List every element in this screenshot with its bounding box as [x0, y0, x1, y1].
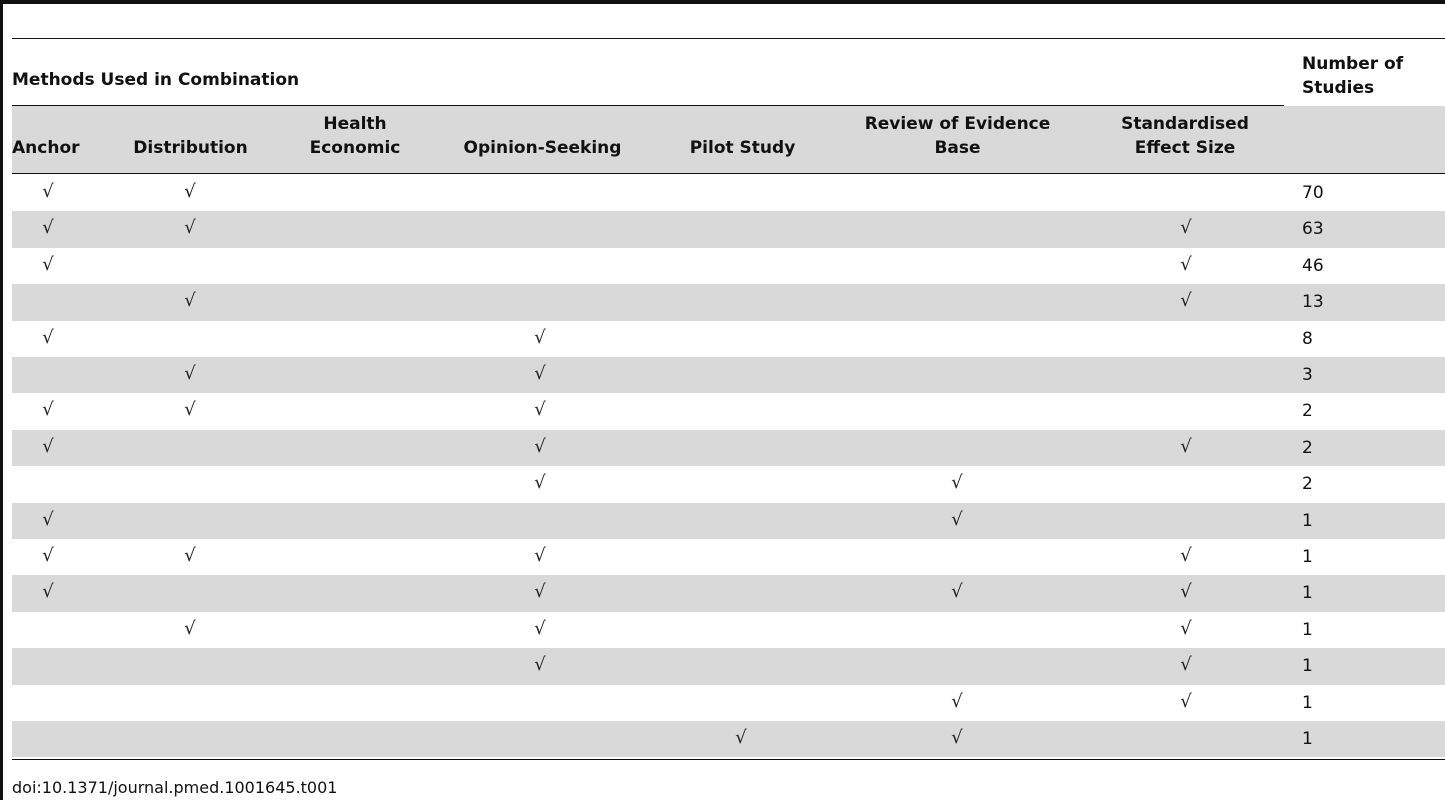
check-mark-standardised-effect-size: √: [1180, 290, 1192, 312]
study-count: 1: [1302, 729, 1313, 749]
check-mark-distribution: √: [184, 217, 196, 239]
study-count: 2: [1302, 474, 1313, 495]
study-count: 63: [1302, 219, 1324, 240]
check-mark-anchor: √: [42, 253, 54, 275]
table-row: [12, 393, 1445, 429]
check-mark-anchor: √: [42, 181, 54, 202]
column-header-anchor: Anchor: [12, 138, 80, 158]
column-header-health-economic: Health Economic: [309, 114, 401, 158]
table-row: [12, 175, 1445, 211]
check-mark-standardised-effect-size: √: [1180, 581, 1192, 603]
study-count: 2: [1302, 401, 1313, 422]
check-mark-anchor: √: [42, 545, 54, 566]
check-mark-review-of-evidence-base: √: [951, 581, 963, 603]
header-top-rule: [12, 38, 1445, 39]
study-count: 13: [1302, 292, 1324, 313]
column-header-opinion-seeking: Opinion-Seeking: [463, 138, 622, 158]
check-mark-standardised-effect-size: √: [1180, 545, 1192, 566]
check-mark-opinion-seeking: √: [534, 581, 546, 603]
table-row: [12, 539, 1445, 575]
study-count: 1: [1302, 510, 1313, 531]
check-mark-anchor: √: [42, 326, 54, 348]
check-mark-anchor: √: [42, 217, 54, 239]
table-row: [12, 284, 1445, 320]
table-row: [12, 321, 1445, 357]
check-mark-opinion-seeking: √: [534, 472, 546, 494]
check-mark-distribution: √: [184, 363, 196, 384]
study-count: 8: [1302, 328, 1313, 349]
doi-footer: doi:10.1371/journal.pmed.1001645.t001: [12, 778, 338, 797]
column-header-distribution: Distribution: [133, 138, 248, 158]
column-header-review-of-evidence-base: Review of Evidence Base: [864, 114, 1051, 158]
check-mark-opinion-seeking: √: [534, 435, 546, 457]
check-mark-review-of-evidence-base: √: [951, 727, 963, 748]
check-mark-distribution: √: [184, 399, 196, 421]
table-row: [12, 575, 1445, 611]
column-header-pilot-study: Pilot Study: [689, 138, 796, 158]
check-mark-opinion-seeking: √: [534, 545, 546, 566]
check-mark-distribution: √: [184, 290, 196, 312]
check-mark-standardised-effect-size: √: [1180, 253, 1192, 275]
check-mark-standardised-effect-size: √: [1180, 617, 1192, 639]
table-row: [12, 211, 1445, 247]
study-count: 3: [1302, 365, 1313, 385]
study-count: 70: [1302, 183, 1324, 203]
table-row: [12, 648, 1445, 684]
left-border: [0, 0, 3, 800]
check-mark-opinion-seeking: √: [534, 654, 546, 676]
check-mark-pilot-study: √: [735, 727, 747, 748]
check-mark-anchor: √: [42, 581, 54, 603]
check-mark-opinion-seeking: √: [534, 326, 546, 348]
column-header-standardised-effect-size: Standardised Effect Size: [1121, 114, 1249, 158]
check-mark-standardised-effect-size: √: [1180, 654, 1192, 676]
check-mark-opinion-seeking: √: [534, 363, 546, 384]
table-row: [12, 685, 1445, 721]
check-mark-opinion-seeking: √: [534, 399, 546, 421]
header-bottom-rule: [12, 173, 1445, 174]
table-row: [12, 503, 1445, 539]
check-mark-review-of-evidence-base: √: [951, 472, 963, 494]
check-mark-standardised-effect-size: √: [1180, 690, 1192, 712]
table-row: [12, 721, 1445, 757]
group-header: Methods Used in Combination: [12, 70, 300, 90]
table-row: [12, 248, 1445, 284]
study-count: 2: [1302, 437, 1313, 458]
check-mark-anchor: √: [42, 435, 54, 457]
table-row: [12, 430, 1445, 466]
check-mark-opinion-seeking: √: [534, 617, 546, 639]
check-mark-anchor: √: [42, 399, 54, 421]
table-row: [12, 612, 1445, 648]
table-row: [12, 466, 1445, 502]
check-mark-review-of-evidence-base: √: [951, 508, 963, 530]
study-count: 1: [1302, 656, 1313, 677]
check-mark-standardised-effect-size: √: [1180, 435, 1192, 457]
study-count: 1: [1302, 583, 1313, 604]
top-border: [0, 0, 1445, 4]
table-row: [12, 357, 1445, 393]
table-bottom-rule: [12, 759, 1445, 760]
check-mark-distribution: √: [184, 617, 196, 639]
study-count: 1: [1302, 547, 1313, 567]
check-mark-distribution: √: [184, 181, 196, 202]
check-mark-standardised-effect-size: √: [1180, 217, 1192, 239]
check-mark-anchor: √: [42, 508, 54, 530]
check-mark-review-of-evidence-base: √: [951, 690, 963, 712]
study-count: 46: [1302, 255, 1324, 276]
check-mark-distribution: √: [184, 545, 196, 566]
number-of-studies-header: Number of Studies: [1302, 54, 1404, 98]
study-count: 1: [1302, 619, 1313, 640]
study-count: 1: [1302, 692, 1313, 713]
